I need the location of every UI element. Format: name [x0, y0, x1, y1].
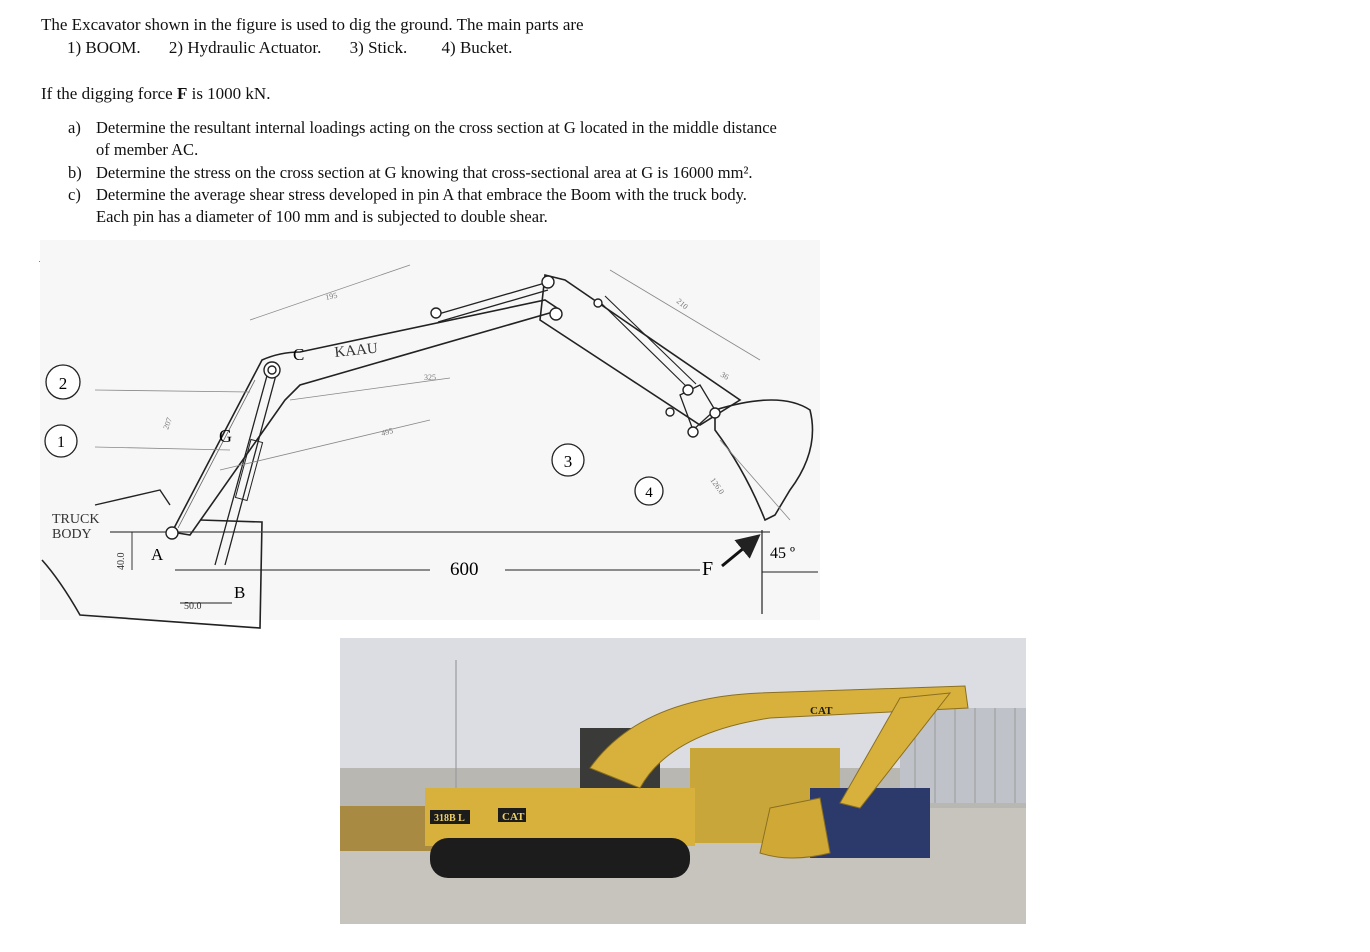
dim-lower: 495 [380, 426, 395, 438]
label-b: B [234, 583, 246, 602]
label-a: A [151, 545, 164, 564]
truck-body-line2: BODY [52, 527, 92, 542]
dim-top: 195 [324, 290, 339, 302]
pin-a [166, 527, 178, 539]
pin-bucket [688, 427, 698, 437]
photo-model: 318B L [434, 813, 465, 824]
question-c-label: c) [68, 185, 81, 204]
photo-brand-body: CAT [502, 811, 525, 823]
pin-stick-top [542, 276, 554, 288]
question-b-text: Determine the stress on the cross section at G knowing that cross-sectional area at G is 16000 mm². [96, 163, 753, 182]
boom-marking: KAAU [333, 340, 379, 361]
callout-2: 2 [58, 374, 68, 393]
dim-small: 36 [719, 369, 731, 382]
callout-3: 3 [563, 452, 573, 471]
callout-4: 4 [645, 485, 653, 501]
question-c-text: Determine the average shear stress developed in pin A that embrace the Boom with the truck body. [96, 185, 747, 204]
pin-bucket-cyl [594, 299, 602, 307]
part-actuator: 2) Hydraulic Actuator. [168, 38, 322, 57]
question-b-label: b) [68, 163, 82, 182]
pin-stick-boom [550, 308, 562, 320]
pin-link-1 [683, 385, 693, 395]
angle-label: 45 º [770, 545, 795, 562]
force-symbol: F [176, 84, 188, 103]
label-f: F [702, 558, 714, 580]
dim-height: 40.0 [116, 552, 127, 570]
parts-list [67, 37, 512, 59]
dim-bucket-side: 126.0 [708, 475, 727, 496]
part-boom: 1) BOOM. [67, 38, 141, 57]
label-g: G [219, 426, 232, 446]
force-line: If the digging force F is 1000 kN. [41, 84, 271, 103]
excavator-diagram [0, 236, 840, 636]
part-bucket: 4) Bucket. [441, 38, 513, 57]
intro-line: The Excavator shown in the figure is used to dig the ground. The main parts are [41, 15, 584, 34]
pin-cylinder-head [431, 308, 441, 318]
excavator-photo-drawing [340, 638, 1026, 924]
question-a-text-2: of member AC. [96, 140, 199, 159]
excavator-photo [340, 638, 1026, 924]
dim-right: 210 [674, 296, 690, 312]
dim-base: 50.0 [184, 601, 202, 612]
question-a-text: Determine the resultant internal loadings acting on the cross section at G located in the middle distance [96, 118, 777, 137]
question-a-label: a) [68, 118, 81, 137]
pin-c-inner [268, 366, 276, 374]
photo-brand-boom: CAT [810, 705, 833, 717]
photo-excavator-tracks [430, 838, 690, 878]
part-stick: 3) Stick. [349, 38, 408, 57]
pin-link-3 [666, 408, 674, 416]
question-c-text-2: Each pin has a diameter of 100 mm and is subjected to double shear. [96, 207, 548, 226]
callout-1: 1 [57, 434, 65, 451]
pin-link-2 [710, 408, 720, 418]
dim-left: 207 [161, 416, 174, 431]
label-c: C [293, 345, 305, 364]
truck-body-line1: TRUCK [52, 512, 100, 527]
dim-600: 600 [450, 559, 479, 580]
dim-mid: 325 [424, 373, 436, 382]
